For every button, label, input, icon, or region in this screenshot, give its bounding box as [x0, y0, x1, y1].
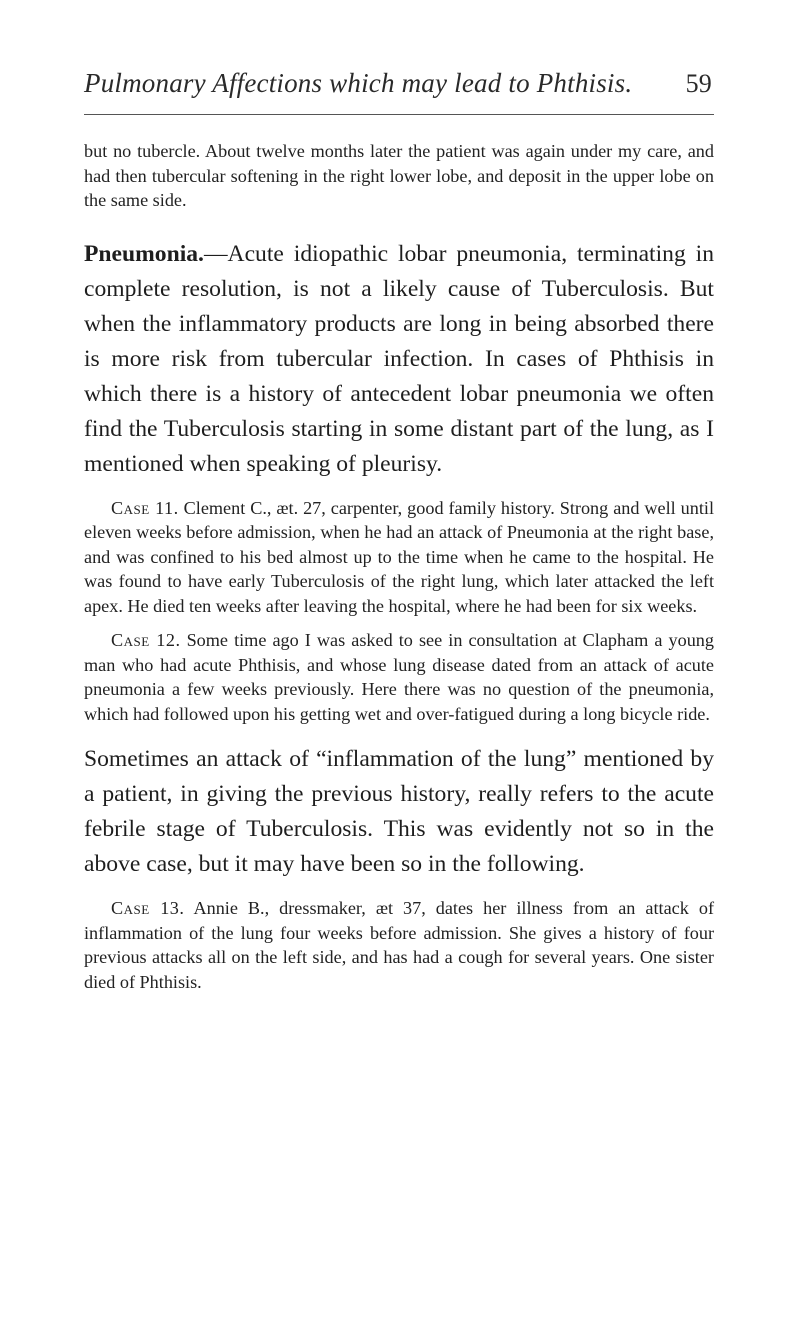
case-11: [84, 496, 714, 619]
paragraph-text: but no tubercle. About twelve months later the patient was again under my care, and had then tubercular softening in the right lower lobe, and deposit in the upper lobe on the same side.: [84, 141, 714, 210]
case-text: Annie B., dressmaker, æt 37, dates her illness from an attack of inflammation of the lung four weeks before admission. She gives a history of four previous attacks all on the left side, and has had a cough for several years. One sister died of Phthisis.: [84, 898, 714, 992]
running-head: [84, 68, 714, 108]
case-label: Case 12.: [111, 630, 181, 650]
case-text: Clement C., æt. 27, carpenter, good family history. Strong and well until eleven weeks before admission, when he had an attack of Pneumonia at the right base, and was confined to his bed almost up to the time when he came to the hospital. He was found to have early Tuberculosis of the right lung, which later attacked the left apex. He died ten weeks after leaving the hospital, where he had been for six weeks.: [84, 497, 715, 616]
paragraph-pneumonia: [84, 237, 714, 482]
section-heading: Pneumonia.: [84, 240, 204, 267]
paragraph-inflammation: [84, 742, 714, 882]
paragraph-text: —Acute idiopathic lobar pneumonia, terminating in complete resolution, is not a likely cause of Tuberculosis. But when the inflammatory products are long in being absorbed there is more risk from tubercular infection. In cases of Phthisis in which there is a history of antecedent lobar pneumonia we often find the Tuberculosis starting in some distant part of the lung, as I mentioned when speaking of pleurisy.: [84, 240, 714, 477]
case-13: [84, 896, 714, 994]
header-rule: [84, 114, 714, 115]
case-label: Case 13.: [111, 898, 185, 918]
page-number: 59: [685, 69, 712, 98]
paragraph-text: Sometimes an attack of “inflammation of the lung” mentioned by a patient, in giving the previous history, really refers to the acute febrile stage of Tuberculosis. This was evidently not so in the above case, but it may have been so in the following.: [84, 746, 714, 877]
case-text: Some time ago I was asked to see in consultation at Clapham a young man who had acute Phthisis, and whose lung disease dated from an attack of acute pneumonia a few weeks previously. Here there was no question of the pneumonia, which had followed upon his getting wet and over-fatigued during a long bicycle ride.: [84, 630, 714, 724]
book-page: [84, 68, 714, 994]
case-12: [84, 628, 714, 726]
paragraph-continuation: [84, 139, 714, 213]
case-label: Case 11.: [111, 497, 179, 518]
running-title: Pulmonary Affections which may lead to Phthisis.: [84, 68, 633, 98]
